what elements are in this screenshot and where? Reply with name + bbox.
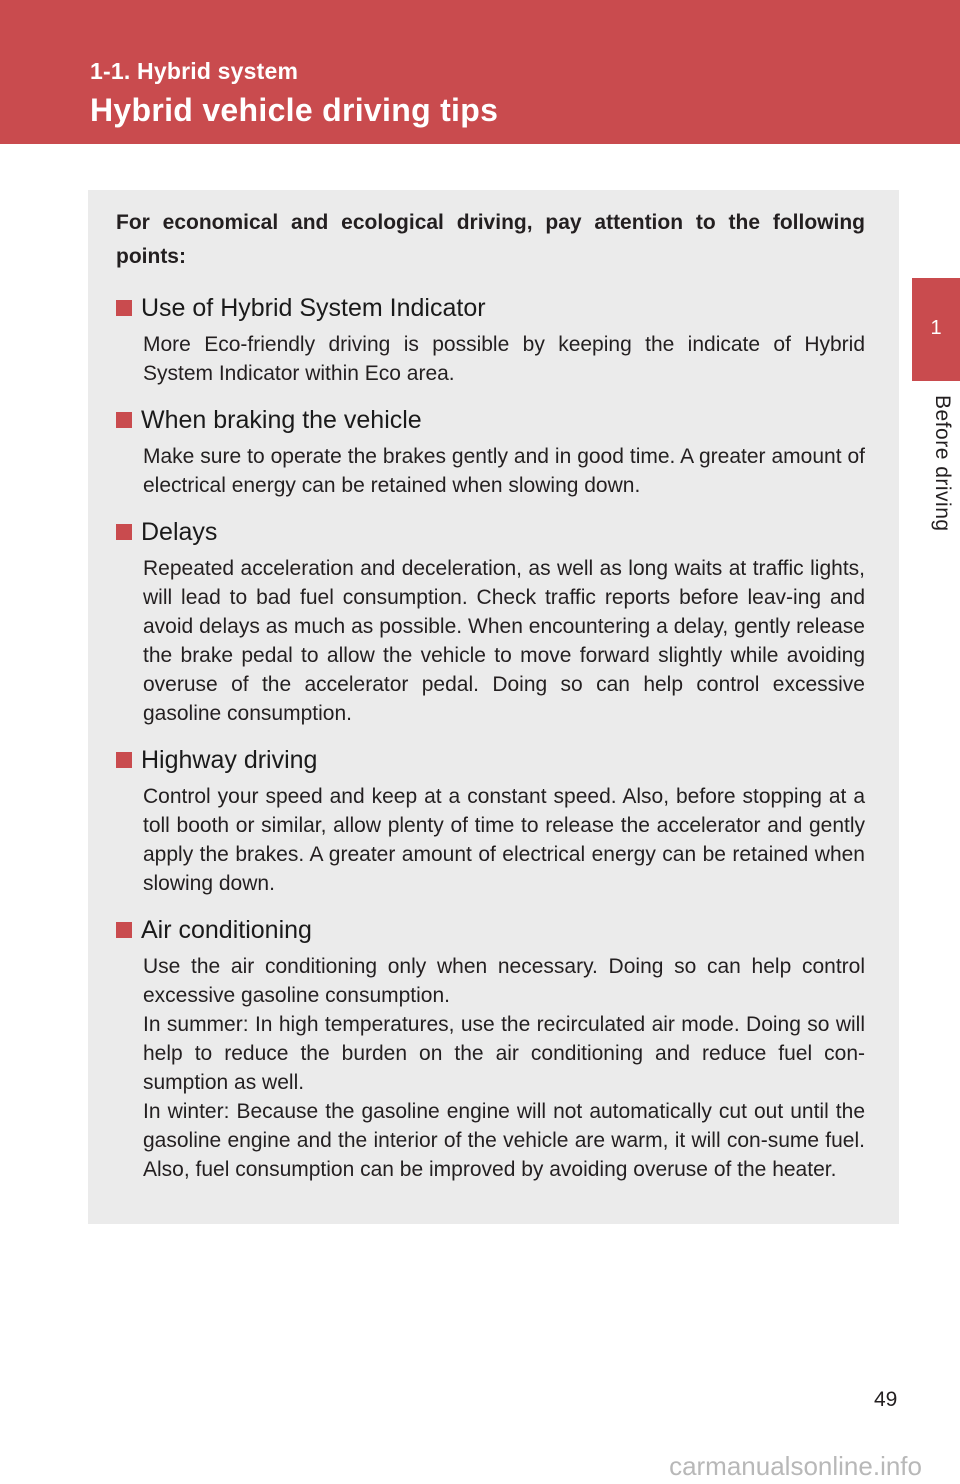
section-heading-text: When braking the vehicle <box>141 406 422 434</box>
section-highway <box>116 745 865 898</box>
section-paragraph-summer: In summer: In high temperatures, use the recirculated air mode. Doing so will help to reduce the burden on the air conditioning and reduce fuel con-sumption as well. <box>143 1013 865 1094</box>
square-bullet-icon <box>116 300 132 316</box>
section-heading-text: Air conditioning <box>141 916 312 944</box>
square-bullet-icon <box>116 922 132 938</box>
header-band <box>0 0 960 144</box>
section-hybrid-indicator <box>116 293 865 388</box>
section-paragraph: Use the air conditioning only when necessary. Doing so can help control excessive gasoline consumption. <box>143 955 865 1007</box>
section-delays <box>116 517 865 728</box>
tips-box <box>88 190 899 1224</box>
chapter-number: 1 <box>930 317 942 339</box>
chapter-label: Before driving <box>931 395 954 532</box>
section-air-conditioning <box>116 915 865 1184</box>
section-paragraph: Control your speed and keep at a constant speed. Also, before stopping at a toll booth or similar, allow plenty of time to release the accelerator and gently apply the brakes. A greater amount of electrical energy can be retained when slowing down. <box>143 785 865 895</box>
page-number: 49 <box>874 1388 898 1411</box>
section-heading-text: Use of Hybrid System Indicator <box>141 294 486 322</box>
section-heading-text: Delays <box>141 518 218 546</box>
section-heading <box>116 517 865 547</box>
section-heading-text: Highway driving <box>141 746 318 774</box>
section-paragraph: Make sure to operate the brakes gently and in good time. A greater amount of electrical energy can be retained when slowing down. <box>143 445 865 497</box>
section-heading <box>116 405 865 435</box>
square-bullet-icon <box>116 412 132 428</box>
chapter-tab[interactable] <box>912 278 960 381</box>
watermark: carmanualsonline.info <box>669 1451 922 1481</box>
square-bullet-icon <box>116 752 132 768</box>
section-heading <box>116 745 865 775</box>
section-paragraph: Repeated acceleration and deceleration, as well as long waits at traffic lights, will lead to bad fuel consumption. Check traffic reports before leav-ing and avoid delays as much as possible. When encountering a delay, gently release the brake pedal to allow the vehicle to move forward slightly while avoiding overuse of the accelerator pedal. Doing so can help control excessive gasoline consumption. <box>143 557 865 725</box>
section-paragraph: More Eco-friendly driving is possible by keeping the indicate of Hybrid System Indicator within Eco area. <box>143 333 865 385</box>
section-braking <box>116 405 865 500</box>
intro-text: For economical and ecological driving, pay attention to the following points: <box>116 211 865 268</box>
section-paragraph-winter: In winter: Because the gasoline engine will not automatically cut out until the gasoline engine and the interior of the vehicle are warm, it will con-sume fuel. Also, fuel consumption can be improved by avoiding overuse of the heater. <box>143 1100 865 1181</box>
section-heading <box>116 915 865 945</box>
page-title: Hybrid vehicle driving tips <box>90 92 499 128</box>
square-bullet-icon <box>116 524 132 540</box>
section-heading <box>116 293 865 323</box>
section-label: 1-1. Hybrid system <box>90 58 299 84</box>
